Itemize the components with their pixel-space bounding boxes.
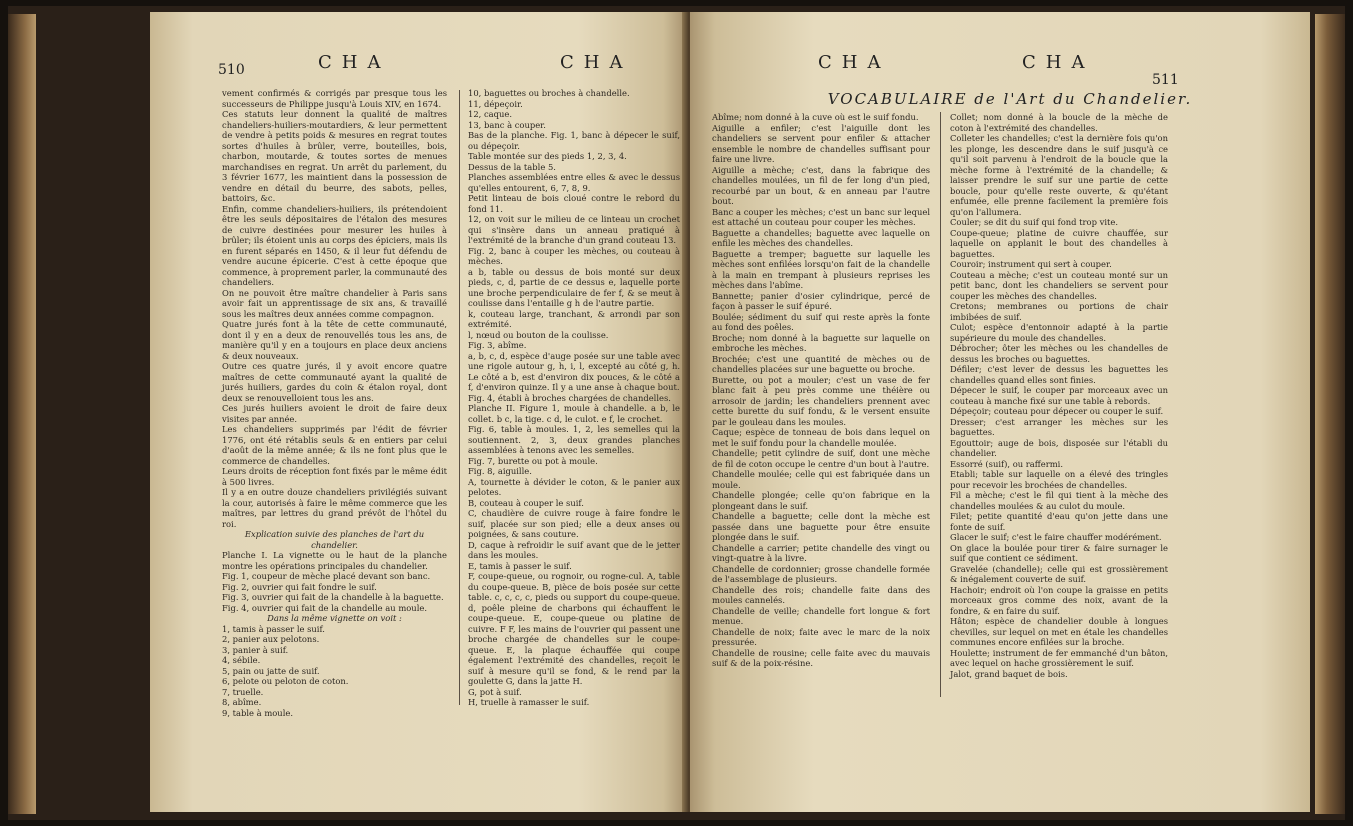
entry: Chandelle moulée; celle qui est fabriquée dans un moule. <box>712 469 930 490</box>
entry: Caque; espèce de tonneau de bois dans lequel on met le suif fondu pour la chandelle moulée. <box>712 427 930 448</box>
list-item: 3, panier à suif. <box>222 644 289 655</box>
entry: Fil a mèche; c'est le fil qui tient à la mèche des chandelles moulées & au culot du moule. <box>950 490 1168 511</box>
list-item: Fig. 8, aiguille. <box>468 466 532 476</box>
list-item: 11, dépeçoir. <box>468 98 523 109</box>
list-item: Table montée sur des pieds 1, 2, 3, 4. <box>468 151 627 161</box>
paragraph: Les chandeliers supprimés par l'édit de février 1776, ont été rétablis seuls & en entiers par celui d'août de la même année; & ils ne font plus que le commerce de chandelles. <box>222 424 447 466</box>
list-item: 7, truelle. <box>222 686 264 697</box>
entry: Bannette; panier d'osier cylindrique, percé de façon à passer le suif épuré. <box>712 290 930 311</box>
entry: Chandelle de cordonnier; grosse chandelle formée de l'assemblage de plusieurs. <box>712 563 930 584</box>
list-item: 10, baguettes ou broches à chandelle. <box>468 88 630 98</box>
entry: Coupe-queue; platine de cuivre chauffée, sur laquelle on applanit le bout des chandelles à baguettes. <box>950 227 1168 259</box>
entry: Couteau a mèche; c'est un couteau monté sur un petit banc, dont les chandeliers se servent pour couper les mèches des chandelles. <box>950 269 1168 301</box>
right-column-2 <box>950 112 1168 712</box>
entry: On glace la boulée pour tirer & faire surnager le suif que contient ce sédiment. <box>950 542 1168 563</box>
paragraph: Fig. 2, ouvrier qui fait fondre le suif. <box>222 581 377 592</box>
list-item: F, coupe-queue, ou rognoir, ou rogne-cul. A, table du coupe-queue. B, pièce de bois posée sur cette table. c, c, c, c, pieds ou support du coupe-queue. d, poêle pleine de charbons qui échauffent le coupe-queue. E, coupe-queue ou platine de cuivre. F F, les mains de l'ouvrier qui passent une broche chargée de chandelles sur le coupe-queue. E, la plaque échauffée qui coupe également l'extrémité des chandelles, reçoit le suif à mesure qu'il se fond, & le rend par la goulette G, dans la jatte H. <box>468 571 680 686</box>
entry: Chandelle a baguette; celle dont la mèche est passée dans une baguette pour être ensuite plongée dans le suif. <box>712 511 930 542</box>
entry: Broche; nom donné à la baguette sur laquelle on embroche les mèches. <box>712 332 930 353</box>
entry: Débrocher; ôter les mèches ou les chandelles de dessus les broches ou baguettes. <box>950 343 1168 364</box>
paragraph: Ces jurés huiliers avoient le droit de faire deux visites par année. <box>222 403 447 424</box>
vocabulary-title: VOCABULAIRE de l'Art du Chandelier. <box>827 90 1193 108</box>
entry: Chandelle plongée; celle qu'on fabrique en la plongeant dans le suif. <box>712 490 930 511</box>
left-column-2 <box>468 88 680 713</box>
list-item: 13, banc à couper. <box>468 119 546 130</box>
entry: Brochée; c'est une quantité de mèches ou de chandelles placées sur une baguette ou broche. <box>712 353 930 374</box>
right-page-number: 511 <box>1152 72 1179 88</box>
entry: Dresser; c'est arranger les mèches sur les baguettes. <box>950 416 1168 437</box>
right-running-head-2: CHA <box>1022 52 1095 73</box>
list-item: a, b, c, d, espèce d'auge posée sur une table avec une rigole autour g, h, i, l, excepté au côté g, h. Le côté a b, est d'environ dix pouces, & le côté a f, d'environ quinze. Il y a une anse à chaque bout. <box>468 350 680 392</box>
entry: Chandelle a carrier; petite chandelle des vingt ou vingt-quatre à la livre. <box>712 542 930 563</box>
list-item: 5, pain ou jatte de suif. <box>222 665 320 676</box>
paragraph: Fig. 3, ouvrier qui fait de la chandelle à la baguette. <box>222 592 444 602</box>
list-item: E, tamis à passer le suif. <box>468 560 572 571</box>
entry: Colleter les chandelles; c'est la dernière fois qu'on les plonge, les descendre dans le suif jusqu'à ce qu'il soit parvenu à l'endroit de la boucle que la mèche forme à l'extrémité de la chandelle; & laisser prendre le suif sur une partie de cette boucle, pour qu'elle reste ouverte, & qu'étant enfumée, elle prenne facilement la première fois qu'on l'allumera. <box>950 133 1168 217</box>
paragraph: Planche I. La vignette ou le haut de la planche montre les opérations principales du chandelier. <box>222 550 447 571</box>
entry: Baguette a chandelles; baguette avec laquelle on enfile les mèches des chandelles. <box>712 227 930 248</box>
entry: Egouttoir; auge de bois, disposée sur l'établi du chandelier. <box>950 437 1168 458</box>
list-item: Fig. 6, table à moules. 1, 2, les semelles qui la soutiennent. 2, 3, deux grandes planches assemblées à tenons avec les semelles. <box>468 424 680 455</box>
left-page-number: 510 <box>218 62 245 78</box>
list-item: C, chaudière de cuivre rouge à faire fondre le suif, placée sur son pied; elle a deux anses ou poignées, & sans couture. <box>468 508 680 539</box>
list-item: D, caque à refroidir le suif avant que de le jetter dans les moules. <box>468 539 680 560</box>
entry: Hâton; espèce de chandelier double à longues chevilles, sur lequel on met en étale les chandelles communes encore enfilées sur la broche. <box>950 616 1168 647</box>
entry: Collet; nom donné à la boucle de la mèche de coton à l'extrémité des chandelles. <box>950 112 1168 133</box>
right-running-head-1: CHA <box>818 52 891 73</box>
paragraph: Outre ces quatre jurés, il y avoit encore quatre maîtres de cette communauté ayant la qualité de jurés huiliers, gardes du coin & étalon royal, dont deux se renouvelloient tous les ans. <box>222 361 447 403</box>
list-item: B, couteau à couper le suif. <box>468 497 584 508</box>
page-edges-left <box>8 14 36 814</box>
list-item: 1, tamis à passer le suif. <box>222 623 325 634</box>
list-item: l, nœud ou bouton de la coulisse. <box>468 329 609 340</box>
paragraph: Quatre jurés font à la tête de cette communauté, dont il y en a deux de renouvellés tous les ans, de manière qu'il y en a toujours en place deux anciens & deux nouveaux. <box>222 319 447 361</box>
list-item: 12, on voit sur le milieu de ce linteau un crochet qui s'insère dans un anneau pratiqué à l'extrémité de la branche d'un grand couteau 13. <box>468 214 680 245</box>
entry: Chandelle; petit cylindre de suif, dont une mèche de fil de coton occupe le centre d'un bout à l'autre. <box>712 448 930 469</box>
entry: Filet; petite quantité d'eau qu'on jette dans une fonte de suif. <box>950 511 1168 532</box>
vignette-heading: Dans la même vignette on voit : <box>267 613 402 623</box>
entry: Baguette a tremper; baguette sur laquelle les mèches sont enfilées lorsqu'on fait de la chandelle à la main en trempant à plusieurs reprises les mèches dans l'abîme. <box>712 248 930 290</box>
entry: Aiguille a enfiler; c'est l'aiguille dont les chandeliers se servent pour enfiler & attacher ensemble le nombre de chandelles suffisant pour faire une livre. <box>712 122 930 164</box>
entry: Chandelle de veille; chandelle fort longue & fort menue. <box>712 605 930 626</box>
list-item: Fig. 7, burette ou pot à moule. <box>468 455 598 466</box>
paragraph: Leurs droits de réception font fixés par le même édit à 500 livres. <box>222 466 447 487</box>
list-item: Fig. 2, banc à couper les mèches, ou couteau à mèches. <box>468 245 680 266</box>
entry: Etabli; table sur laquelle on a élevé des tringles pour recevoir les brochées de chandelles. <box>950 469 1168 490</box>
entry: Abîme; nom donné à la cuve où est le suif fondu. <box>712 112 919 122</box>
paragraph: Fig. 1, coupeur de mèche placé devant son banc. <box>222 571 431 581</box>
entry: Hachoir; endroit où l'on coupe la graisse en petits morceaux gros comme des noix, avant de la fondre, & en faire du suif. <box>950 584 1168 616</box>
entry: Dépeçoir; couteau pour dépecer ou couper le suif. <box>950 406 1164 416</box>
paragraph: Il y a en outre douze chandeliers privilégiés suivant la cour, autorisés à faire le même commerce que les maîtres, par lettres du grand prévôt de l'hôtel du roi. <box>222 487 447 529</box>
list-item: 8, abîme. <box>222 697 262 707</box>
entry: Essorré (suif), ou raffermi. <box>950 458 1063 469</box>
list-item: 12, caque. <box>468 109 513 119</box>
list-item: 2, panier aux pelotons. <box>222 634 320 644</box>
entry: Chandelle de noix; faite avec le marc de la noix pressurée. <box>712 626 930 647</box>
column-rule <box>940 112 941 697</box>
entry: Défiler; c'est lever de dessus les baguettes les chandelles quand elles sont finies. <box>950 364 1168 385</box>
list-item: G, pot à suif. <box>468 686 522 697</box>
entry: Banc a couper les mèches; c'est un banc sur lequel est attaché un couteau pour couper les mèches. <box>712 206 930 227</box>
list-item: 4, sébile. <box>222 655 261 665</box>
entry: Chandelle de rousine; celle faite avec du mauvais suif & de la poix-résine. <box>712 647 930 668</box>
entry: Glacer le suif; c'est le faire chauffer modérément. <box>950 532 1162 542</box>
entry: Aiguille a mèche; c'est, dans la fabrique des chandelles moulées, un fil de fer long d'un pied, recourbé par un bout, & en anneau par l'autre bout. <box>712 164 930 206</box>
entry: Chandelle des rois; chandelle faite dans des moules cannelés. <box>712 584 930 605</box>
column-rule <box>459 90 460 705</box>
list-item: Fig. 4, établi à broches chargées de chandelles. <box>468 392 671 403</box>
left-running-head-1: CHA <box>318 52 391 73</box>
left-running-head-2: CHA <box>560 52 633 73</box>
plates-caption: Explication suivie des planches de l'art du chandelier. <box>244 529 425 550</box>
paragraph: On ne pouvoit être maître chandelier à Paris sans avoir fait un apprentissage de six ans, & travaillé sous les maîtres deux années comme compagnon. <box>222 287 447 319</box>
page-edges-right <box>1315 14 1345 814</box>
list-item: Dessus de la table 5. <box>468 161 556 172</box>
right-column-1 <box>712 112 930 712</box>
entry: Culot; espèce d'entonnoir adapté à la partie supérieure du moule des chandelles. <box>950 322 1168 343</box>
entry: Gravelée (chandelle); celle qui est grossièrement & inégalement couverte de suif. <box>950 563 1168 584</box>
list-item: H, truelle à ramasser le suif. <box>468 697 590 707</box>
paragraph: Fig. 4, ouvrier qui fait de la chandelle au moule. <box>222 602 427 613</box>
list-item: a b, table ou dessus de bois monté sur deux pieds, c, d, partie de ce dessus e, laquelle porte une broche perpendiculaire de fer f, & se meut à coulisse dans l'entaille g h de l'autre partie. <box>468 266 680 308</box>
paragraph: vement confirmés & corrigés par presque tous les successeurs de Philippe jusqu'à Louis XIV, en 1674. <box>222 88 447 109</box>
entry: Jalot, grand baquet de bois. <box>950 668 1068 679</box>
paragraph: Enfin, comme chandeliers-huiliers, ils prétendoient être les seuls dépositaires de l'étalon des mesures de cuivre destinées pour mesurer les huiles à brûler; ils étoient unis au corps des épiciers, mais ils en furent séparés en 1450, & il leur fut défendu de vendre aucune épicerie. C'est à cette époque que commence, à proprement parler, la communauté des chandeliers. <box>222 203 447 287</box>
list-item: Planches assemblées entre elles & avec le dessus qu'elles entourent, 6, 7, 8, 9. <box>468 172 680 193</box>
entry: Couler; se dit du suif qui fond trop vite. <box>950 217 1118 227</box>
list-item: Planche II. Figure 1, moule à chandelle. a b, le collet. b c, la tige. c d, le culot. e f, le crochet. <box>468 403 680 424</box>
list-item: Bas de la planche. Fig. 1, banc à dépecer le suif, ou dépeçoir. <box>468 130 680 151</box>
entry: Couroir; instrument qui sert à couper. <box>950 259 1112 269</box>
list-item: 6, pelote ou peloton de coton. <box>222 676 349 686</box>
entry: Cretons; membranes ou portions de chair imbibées de suif. <box>950 301 1168 322</box>
list-item: k, couteau large, tranchant, & arrondi par son extrémité. <box>468 308 680 329</box>
paragraph: Ces statuts leur donnent la qualité de maîtres chandeliers-huiliers-moutardiers, & leur permettent de vendre à petits poids & mesures en regrat toutes sortes d'huiles à brûler, verre, bouteilles, bois, charbon, moutarde, & toutes sortes de menues marchandises en regrat. Un arrêt du parlement, du 3 février 1677, les maintient dans la possession de vendre en détail du beurre, des sabots, pelles, battoirs, &c. <box>222 109 447 203</box>
list-item: 9, table à moule. <box>222 707 293 718</box>
entry: Burette, ou pot a mouler; c'est un vase de fer blanc fait à peu près comme une théière ou arrosoir de jardin; les chandeliers prennent avec cette burette du suif fondu, & le versent ensuite par le gouleau dans les moules. <box>712 374 930 427</box>
list-item: Petit linteau de bois cloué contre le rebord du fond 11. <box>468 193 680 214</box>
left-column-1 <box>222 88 447 718</box>
list-item: A, tournette à dévider le coton, & le panier aux pelotes. <box>468 476 680 497</box>
entry: Houlette; instrument de fer emmanché d'un bâton, avec lequel on hache grossièrement le suif. <box>950 647 1168 668</box>
list-item: Fig. 3, abîme. <box>468 340 527 350</box>
entry: Boulée; sédiment du suif qui reste après la fonte au fond des poêles. <box>712 311 930 332</box>
entry: Dépecer le suif, le couper par morceaux avec un couteau à manche fixé sur une table à rebords. <box>950 385 1168 406</box>
